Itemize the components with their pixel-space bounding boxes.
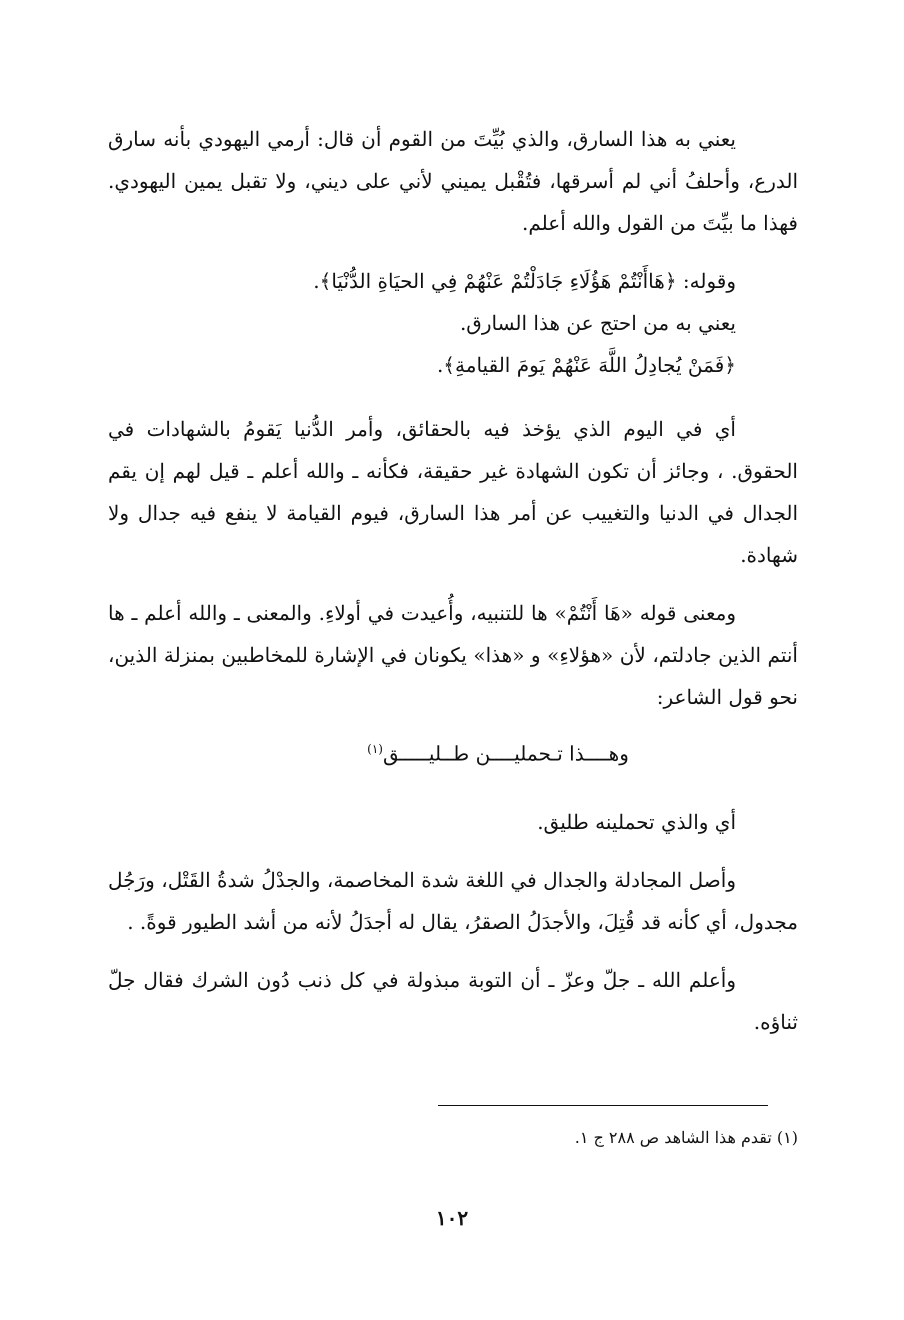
verse-line-2: يعني به من احتج عن هذا السارق. [459, 311, 736, 335]
poem-line [108, 728, 798, 775]
paragraph-1: يعني به هذا السارق، والذي بُيِّتَ من القوم أن قال: أرمي اليهودي بأنه سارق الدرع، وأحلفُ أني لم أسرقها، فتُقْبل يميني لأني على ديني، ولا تقبل يمين اليهودي. فهذا ما بيِّتَ من القول والله أعلم. [108, 127, 798, 235]
verse-line-3: ﴿فَمَنْ يُجادِلُ اللَّهَ عَنْهُمْ يَومَ القيامةِ﴾. [436, 353, 736, 377]
footnote: (١) تقدم هذا الشاهد ص ٢٨٨ ج ١. [574, 1128, 798, 1147]
paragraph-4: أي والذي تحملينه طليق. [537, 809, 736, 834]
poem-footnote-ref: (١) [367, 742, 383, 756]
verse-block [108, 260, 798, 386]
paragraph-2: أي في اليوم الذي يؤخذ فيه بالحقائق، وأمر الدُّنيا يَقومُ بالشهادات في الحقوق. ، وجائز أن تكون الشهادة غير حقيقة، فكأنه ـ والله أعلم ـ قيل لهم إن يقم الجدال في الدنيا والتغييب عن أمر هذا السارق، فيوم القيامة لا ينفع فيه جدال ولا شهادة. [108, 417, 798, 567]
paragraph-5: وأصل المجادلة والجدال في اللغة شدة المخاصمة، والجدْلُ شدةُ القَتْل، ورَجُل مجدول، أي كأنه قد قُتِلَ، والأجدَلُ الصقرُ، يقال له أجدَلُ لأنه من أشد الطيور قوةً. . [108, 867, 798, 934]
poem-text: وهــــذا تـحمليــــن طــليـــــق [382, 741, 629, 766]
paragraph-6: وأعلم الله ـ جلّ وعزّ ـ أن التوبة مبذولة في كل ذنب دُون الشرك فقال جلّ ثناؤه. [108, 967, 798, 1034]
paragraph-3: ومعنى قوله «هَا أَنْتُمْ» ها للتنبيه، وأُعيدت في أولاءِ. والمعنى ـ والله أعلم ـ ها أنتم الذين جادلتم، لأن «هؤلاءِ» و «هذا» يكونان في الإشارة للمخاطبين بمنزلة الذين، نحو قول الشاعر: [108, 601, 798, 709]
page-number: ١٠٢ [435, 1206, 469, 1230]
verse-line-1: وقوله: ﴿هَاأَنْتُمْ هَؤُلَاءِ جَادَلْتُمْ عَنْهُمْ فِي الحيَاةِ الدُّنْيَا﴾. [313, 269, 736, 293]
footnote-divider [438, 1105, 768, 1106]
page-body [108, 118, 798, 1059]
